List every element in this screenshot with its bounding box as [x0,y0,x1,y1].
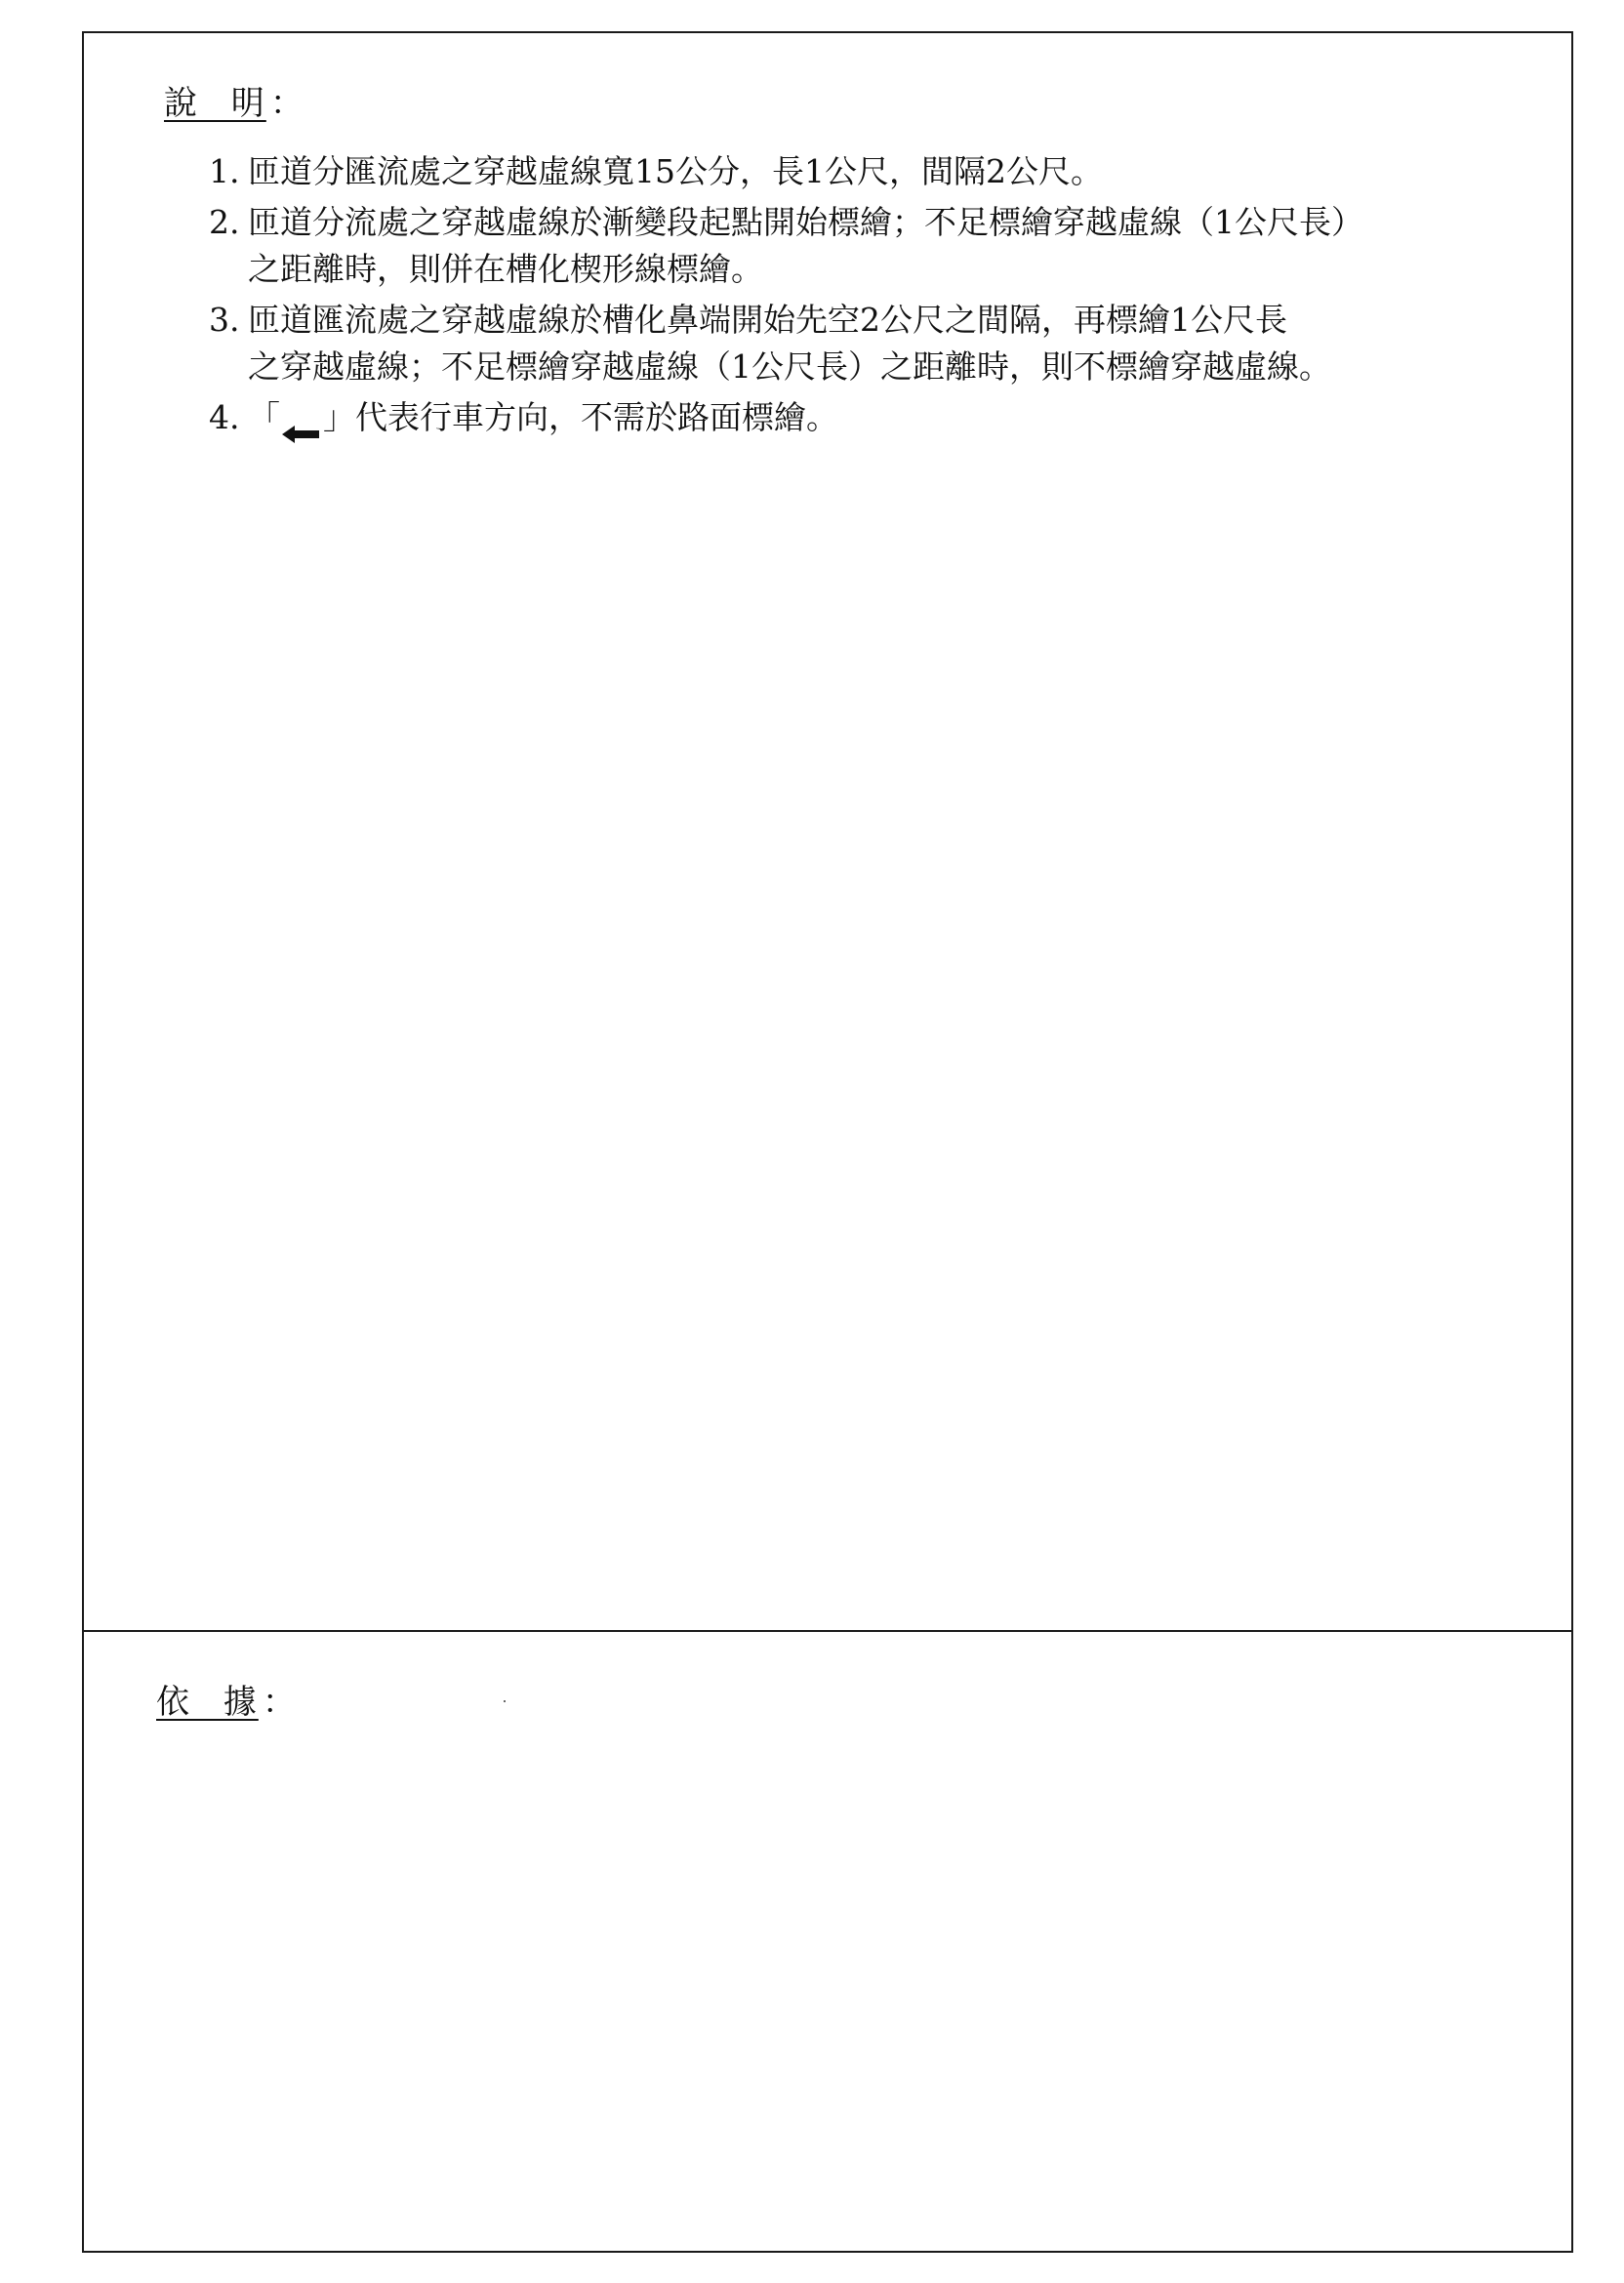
note-number: 2. [209,203,240,241]
scan-speck [504,1700,506,1702]
left-arrow-icon [282,410,321,429]
note-number: 4. [209,398,240,436]
note-item-2 [209,199,1556,293]
close-bracket: 」 [323,398,355,436]
notes-heading-colon: ： [269,84,305,123]
note-number: 1. [209,152,240,190]
note-number: 3. [209,301,240,339]
note-text [248,394,1556,441]
note-text: 匝道分流處之穿越虛線於漸變段起點開始標繪；不足標繪穿越虛線（1公尺長） [248,203,1363,241]
document-frame [82,31,1573,2253]
basis-heading-label: 依 據 [156,1683,259,1722]
section-divider [84,1630,1571,1632]
note-text-continued: 之穿越虛線；不足標繪穿越虛線（1公尺長）之距離時，則不標繪穿越虛線。 [248,347,1331,386]
note-text: 匝道分匯流處之穿越虛線寬15公分，長1公尺，間隔2公尺。 [248,152,1103,190]
note-item-1 [209,148,1556,195]
direction-note-text: 代表行車方向，不需於路面標繪。 [355,398,838,436]
notes-list [209,148,1556,445]
note-text-continued: 之距離時，則併在槽化楔形線標繪。 [248,250,763,288]
notes-heading [164,76,305,124]
basis-heading-colon: ： [262,1683,298,1722]
note-item-3 [209,297,1556,390]
basis-heading [156,1675,298,1723]
note-item-4 [209,394,1556,441]
notes-heading-label: 說 明 [164,84,266,123]
open-bracket: 「 [248,398,280,436]
note-text: 匝道匯流處之穿越虛線於槽化鼻端開始先空2公尺之間隔，再標繪1公尺長 [248,301,1287,339]
